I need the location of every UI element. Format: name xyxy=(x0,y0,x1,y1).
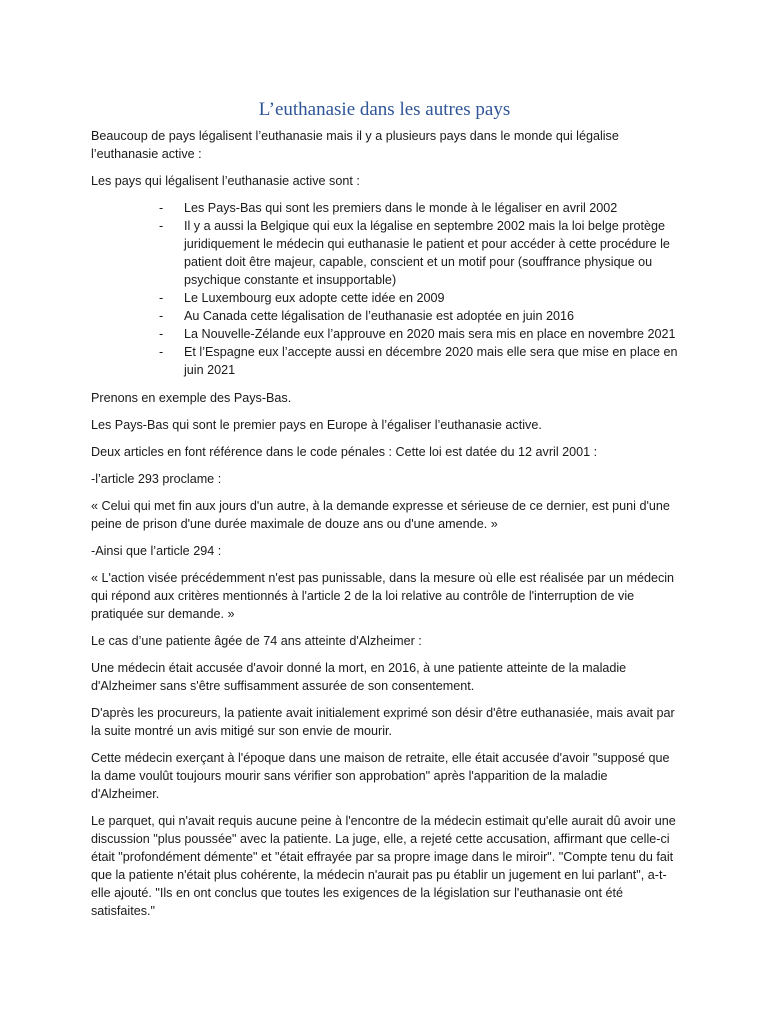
body-paragraph: Le parquet, qui n'avait requis aucune peine à l'encontre de la médecin estimait qu'elle aurait dû avoir une discussion "plus poussée" avec la patiente. La juge, elle, a rejeté cette accusation, affirmant que celle-ci était "profondément démente" et "était effrayée par sa propre image dans le miroir". "Compte tenu du fait que la patiente n'était plus cohérente, la médecin n'aurait pas pu établir un jugement en lui parlant", a-t-elle ajouté. "Ils en ont conclus que toutes les exigences de la législation sur l'euthanasie ont été satisfaites." xyxy=(91,814,676,918)
article-294-heading: -Ainsi que l’article 294 : xyxy=(91,544,222,558)
article-293-heading: -l’article 293 proclame : xyxy=(91,472,222,486)
body-paragraph: Une médecin était accusée d'avoir donné la mort, en 2016, à une patiente atteinte de la maladie d'Alzheimer sans s'être suffisamment assurée de son consentement. xyxy=(91,661,627,693)
list-heading: Les pays qui légalisent l’euthanasie active sont : xyxy=(91,174,360,188)
list-item: - Au Canada cette légalisation de l’euthanasie est adoptée en juin 2016 xyxy=(184,307,678,325)
article-294-quote: « L'action visée précédemment n'est pas punissable, dans la mesure où elle est réalisée par un médecin qui répond aux critères mentionnés à l'article 2 de la loi relative au contrôle de l'interruption de vie pratiquée sur demande. » xyxy=(91,571,675,621)
country-list xyxy=(91,199,678,379)
document-title: L’euthanasie dans les autres pays xyxy=(258,99,511,120)
list-item: - Les Pays-Bas qui sont les premiers dans le monde à le légaliser en avril 2002 xyxy=(184,199,678,217)
list-item: - La Nouvelle-Zélande eux l’approuve en 2020 mais sera mis en place en novembre 2021 xyxy=(184,325,678,343)
case-heading: Le cas d’une patiente âgée de 74 ans atteinte d'Alzheimer : xyxy=(91,634,422,648)
article-293-quote: « Celui qui met fin aux jours d'un autre, à la demande expresse et sérieuse de ce dernier, est puni d'une peine de prison d'une durée maximale de douze ans ou d'une amende. » xyxy=(91,499,670,531)
list-item: - Il y a aussi la Belgique qui eux la légalise en septembre 2002 mais la loi belge protège juridiquement le médecin qui euthanasie le patient et pour accéder à cette procédure le patient doit être majeur, capable, conscient et un motif pour (souffrance physique ou psychique constante et insupportable) xyxy=(184,217,678,289)
body-paragraph: Les Pays-Bas qui sont le premier pays en Europe à l’égaliser l’euthanasie active. xyxy=(91,418,542,432)
list-item: - Le Luxembourg eux adopte cette idée en 2009 xyxy=(184,289,678,307)
intro-paragraph: Beaucoup de pays légalisent l’euthanasie mais il y a plusieurs pays dans le monde qui légalise l’euthanasie active : xyxy=(91,129,619,161)
body-paragraph: Deux articles en font référence dans le code pénales : Cette loi est datée du 12 avril 2001 : xyxy=(91,445,598,459)
list-item: - Et l’Espagne eux l’accepte aussi en décembre 2020 mais elle sera que mise en place en juin 2021 xyxy=(184,343,678,379)
body-paragraph: Cette médecin exerçant à l'époque dans une maison de retraite, elle était accusée d'avoir "supposé que la dame voulût toujours mourir sans vérifier son approbation" après l'apparition de la maladie d'Alzheimer. xyxy=(91,751,670,801)
body-paragraph: D'après les procureurs, la patiente avait initialement exprimé son désir d'être euthanasiée, mais avait par la suite montré un avis mitigé sur son envie de mourir. xyxy=(91,706,675,738)
body-paragraph: Prenons en exemple des Pays-Bas. xyxy=(91,391,292,405)
